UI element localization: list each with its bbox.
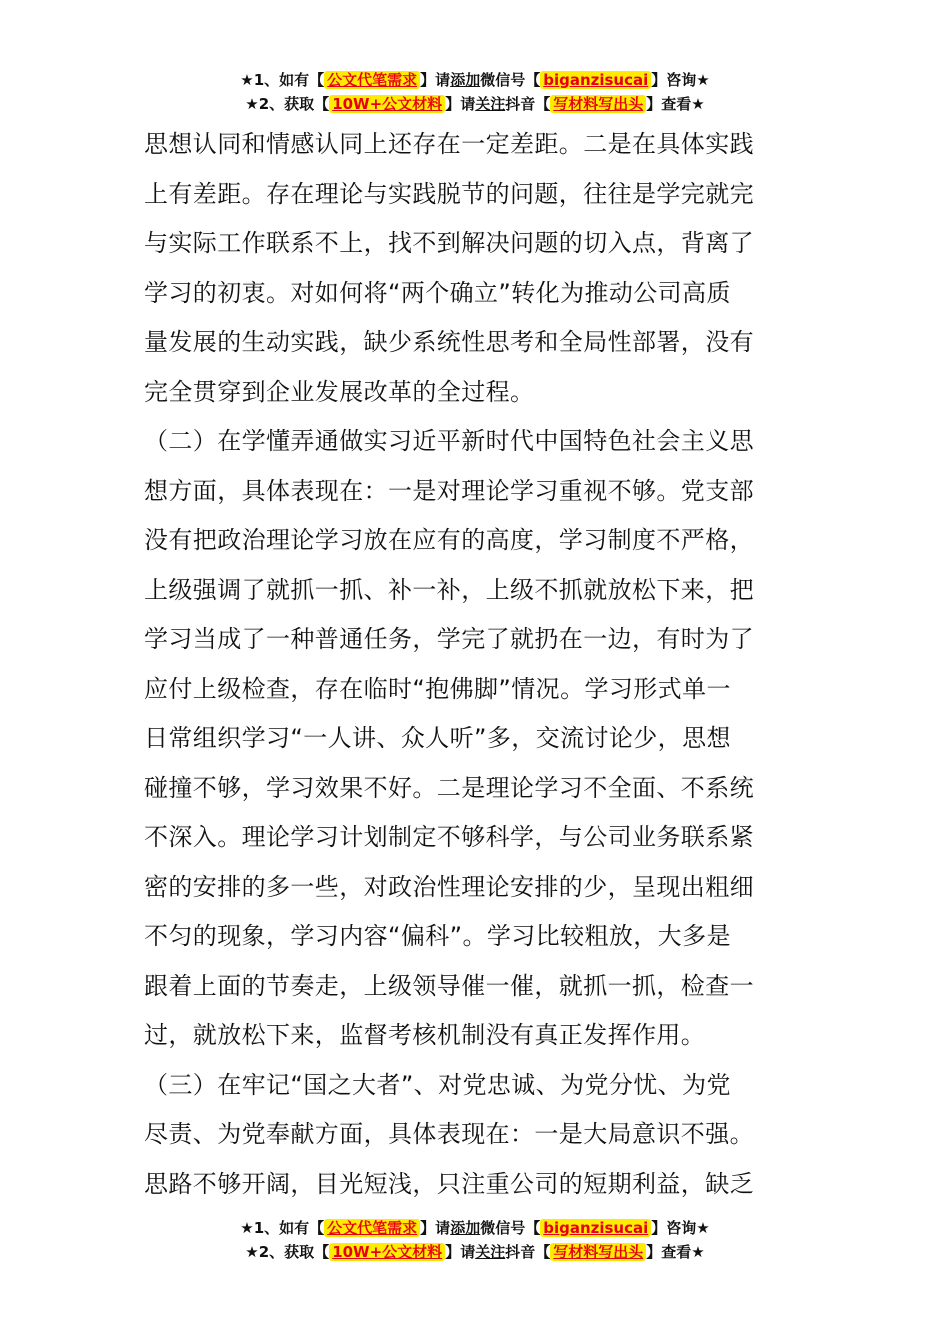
highlight-materials: 10W+公文材料 xyxy=(329,1243,445,1261)
text-line: 想方面，具体表现在：一是对理论学习重视不够。党支部 xyxy=(144,476,754,505)
highlight-douyin: 写材料写出头 xyxy=(550,1243,646,1261)
text-line: 学习的初衷。对如何将“两个确立”转化为推动公司高质 xyxy=(144,278,731,307)
footer-banner xyxy=(0,1216,950,1264)
highlight-materials: 10W+公文材料 xyxy=(329,95,445,113)
text-line: 完全贯穿到企业发展改革的全过程。 xyxy=(144,377,535,406)
text-line: 尽责、为党奉献方面，具体表现在：一是大局意识不强。 xyxy=(144,1120,754,1148)
banner-line-2: ★2、获取【 10W+公文材料 】请关注抖音【 写材料写出头 】查看★ xyxy=(245,1243,705,1261)
text-line: 量发展的生动实践，缺少系统性思考和全局性部署，没有 xyxy=(144,328,754,356)
text-line: 日常组织学习“一人讲、众人听”多，交流讨论少，思想 xyxy=(144,724,731,752)
highlight-wechat-id: biganzisucai xyxy=(540,1219,651,1237)
text-line: 上有差距。存在理论与实践脱节的问题，往往是学完就完 xyxy=(144,179,754,208)
text-line: 思路不够开阔，目光短浅，只注重公司的短期利益，缺乏 xyxy=(144,1169,754,1198)
document-body xyxy=(144,120,808,1209)
text-line: 过，就放松下来，监督考核机制没有真正发挥作用。 xyxy=(144,1021,706,1049)
banner-line-1: ★1、如有【 公文代笔需求 】请添加微信号【 biganzisucai 】咨询★ xyxy=(240,1219,710,1237)
highlight-service: 公文代笔需求 xyxy=(324,71,420,89)
section-heading-2: （二）在学懂弄通做实习近平新时代中国特色社会主义思 xyxy=(144,427,754,455)
text-line: 思想认同和情感认同上还存在一定差距。二是在具体实践 xyxy=(144,130,754,158)
text-line: 应付上级检查，存在临时“抱佛脚”情况。学习形式单一 xyxy=(144,674,731,703)
text-line: 不匀的现象，学习内容“偏科”。学习比较粗放，大多是 xyxy=(144,922,731,950)
text-line: 没有把政治理论学习放在应有的高度，学习制度不严格， xyxy=(144,526,754,554)
highlight-wechat-id: biganzisucai xyxy=(540,71,651,89)
banner-line-2: ★2、获取【 10W+公文材料 】请关注抖音【 写材料写出头 】查看★ xyxy=(245,95,705,113)
highlight-douyin: 写材料写出头 xyxy=(550,95,646,113)
section-heading-3: （三）在牢记“国之大者”、对党忠诚、为党分忧、为党 xyxy=(144,1070,731,1099)
text-line: 不深入。理论学习计划制定不够科学，与公司业务联系紧 xyxy=(144,823,754,851)
text-line: 跟着上面的节奏走，上级领导催一催，就抓一抓，检查一 xyxy=(144,971,754,1000)
highlight-service: 公文代笔需求 xyxy=(324,1219,420,1237)
banner-line-1: ★1、如有【 公文代笔需求 】请添加微信号【 biganzisucai 】咨询★ xyxy=(240,71,710,89)
text-line: 上级强调了就抓一抓、补一补，上级不抓就放松下来，把 xyxy=(144,575,754,604)
text-line: 与实际工作联系不上，找不到解决问题的切入点，背离了 xyxy=(144,229,754,257)
text-line: 碰撞不够，学习效果不好。二是理论学习不全面、不系统 xyxy=(144,773,754,802)
text-line: 学习当成了一种普通任务，学完了就扔在一边，有时为了 xyxy=(144,625,754,653)
text-line: 密的安排的多一些，对政治性理论安排的少，呈现出粗细 xyxy=(144,872,754,901)
header-banner xyxy=(0,68,950,116)
